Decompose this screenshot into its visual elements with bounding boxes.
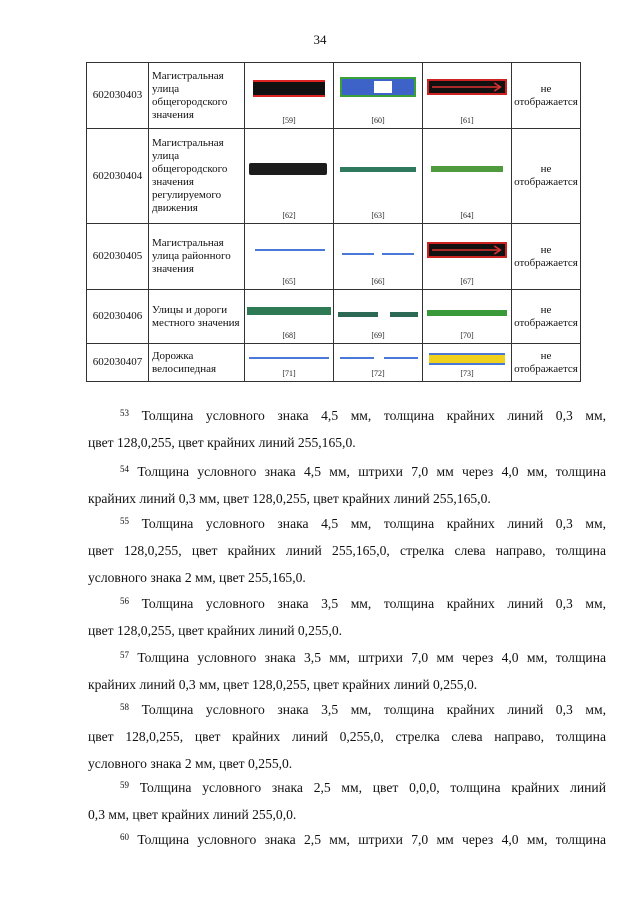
dark-green-line-symbol <box>247 307 331 315</box>
footnote <box>88 510 606 591</box>
green-line-symbol <box>340 167 416 172</box>
footnote <box>88 458 606 512</box>
green-yellow-line-symbol <box>431 166 503 172</box>
dashed-blue-line-symbol <box>340 357 374 359</box>
row-display-note: не отображается <box>512 344 581 382</box>
footnote-text: условного знака 2 мм, цвет 0,255,0. <box>88 756 293 771</box>
page-number: 34 <box>313 32 327 47</box>
dashed-blue-line-symbol <box>384 357 418 359</box>
row-name: Магистральная улица общегородского значения <box>149 63 245 129</box>
arrow-line-symbol <box>427 242 507 258</box>
reference-label: [65] <box>282 277 296 286</box>
footnote <box>88 696 606 777</box>
symbol-cell <box>245 290 334 344</box>
footnote-text: цвет 128,0,255, цвет крайних линий 0,255,0, стрелка слева направо, толщина <box>88 729 606 744</box>
footnote-text: Толщина условного знака 2,5 мм, штрихи 7,0 мм через 4,0 мм, толщина <box>137 832 606 847</box>
reference-label: [64] <box>460 211 474 220</box>
footnote-number: 54 <box>120 464 129 474</box>
right-arrow-icon <box>429 81 505 93</box>
reference-label: [70] <box>460 331 474 340</box>
footnote <box>88 644 606 698</box>
footnote-number: 60 <box>120 832 129 842</box>
table-row <box>87 129 581 224</box>
green-line-symbol <box>427 310 507 316</box>
footnote-text: Толщина условного знака 4,5 мм, штрихи 7,0 мм через 4,0 мм, толщина <box>137 464 606 479</box>
reference-label: [62] <box>282 211 296 220</box>
row-display-note: не отображается <box>512 63 581 129</box>
footnote-text: условного знака 2 мм, цвет 255,165,0. <box>88 570 306 585</box>
footnote <box>88 826 606 853</box>
table-row <box>87 344 581 382</box>
symbol-cell <box>245 63 334 129</box>
footnote <box>88 590 606 644</box>
row-code: 602030406 <box>87 290 149 344</box>
table-row <box>87 290 581 344</box>
symbols-table <box>86 62 581 382</box>
table-row <box>87 63 581 129</box>
reference-label: [68] <box>282 331 296 340</box>
reference-label: [73] <box>460 369 474 378</box>
footnote <box>88 402 606 456</box>
black-line-symbol <box>249 163 327 175</box>
symbol-cell <box>423 63 512 129</box>
footnote-text: Толщина условного знака 3,5 мм, штрихи 7,0 мм через 4,0 мм, толщина <box>137 650 606 665</box>
symbol-cell <box>245 344 334 382</box>
row-code: 602030407 <box>87 344 149 382</box>
black-line-red-edge-symbol <box>253 80 325 97</box>
footnote-text: Толщина условного знака 4,5 мм, толщина крайних линий 0,3 мм, <box>141 408 606 423</box>
reference-label: [61] <box>460 116 474 125</box>
footnote-number: 59 <box>120 780 129 790</box>
thin-blue-line-symbol <box>255 249 325 251</box>
footnote-text: Толщина условного знака 4,5 мм, толщина крайних линий 0,3 мм, <box>141 516 606 531</box>
row-display-note: не отображается <box>512 224 581 290</box>
dashed-black-line-symbol <box>340 77 416 97</box>
reference-label: [71] <box>282 369 296 378</box>
dashed-green-line-symbol <box>390 312 418 317</box>
reference-label: [60] <box>371 116 385 125</box>
row-name: Улицы и дороги местного значения <box>149 290 245 344</box>
symbol-cell <box>334 63 423 129</box>
row-name: Магистральная улица районного значения <box>149 224 245 290</box>
reference-label: [69] <box>371 331 385 340</box>
symbol-cell <box>423 129 512 224</box>
dashed-blue-line-symbol <box>342 253 374 255</box>
dashed-green-line-symbol <box>338 312 378 317</box>
symbol-cell <box>334 344 423 382</box>
symbol-cell <box>423 290 512 344</box>
blue-yellow-line-symbol <box>429 353 505 365</box>
reference-label: [67] <box>460 277 474 286</box>
symbol-cell <box>245 224 334 290</box>
symbol-cell <box>423 224 512 290</box>
row-display-note: не отображается <box>512 290 581 344</box>
row-name: Дорожка велосипедная <box>149 344 245 382</box>
footnote-text: Толщина условного знака 3,5 мм, толщина крайних линий 0,3 мм, <box>141 596 606 611</box>
footnote-text: 0,3 мм, цвет крайних линий 255,0,0. <box>88 807 297 822</box>
footnote-text: крайних линий 0,3 мм, цвет 128,0,255, цвет крайних линий 0,255,0. <box>88 677 478 692</box>
thin-blue-line-symbol <box>249 357 329 359</box>
symbol-cell <box>334 129 423 224</box>
footnote-number: 56 <box>120 596 129 606</box>
row-display-note: не отображается <box>512 129 581 224</box>
reference-label: [72] <box>371 369 385 378</box>
footnote-text: цвет 128,0,255, цвет крайних линий 0,255,0. <box>88 623 343 638</box>
row-code: 602030405 <box>87 224 149 290</box>
symbol-cell <box>334 290 423 344</box>
footnote-text: крайних линий 0,3 мм, цвет 128,0,255, цвет крайних линий 255,165,0. <box>88 491 491 506</box>
footnote-text: Толщина условного знака 3,5 мм, толщина крайних линий 0,3 мм, <box>141 702 606 717</box>
footnote-text: цвет 128,0,255, цвет крайних линий 255,165,0. <box>88 435 356 450</box>
symbol-cell <box>334 224 423 290</box>
footnote-number: 57 <box>120 650 129 660</box>
table-row <box>87 224 581 290</box>
footnote-number: 58 <box>120 702 129 712</box>
footnote-number: 53 <box>120 408 129 418</box>
footnote-text: Толщина условного знака 2,5 мм, цвет 0,0,0, толщина крайних линий <box>139 780 606 795</box>
row-code: 602030404 <box>87 129 149 224</box>
symbol-cell <box>423 344 512 382</box>
symbol-cell <box>245 129 334 224</box>
reference-label: [66] <box>371 277 385 286</box>
right-arrow-icon <box>429 244 505 256</box>
row-code: 602030403 <box>87 63 149 129</box>
footnote-text: цвет 128,0,255, цвет крайних линий 255,165,0, стрелка слева направо, толщина <box>88 543 606 558</box>
footnote-number: 55 <box>120 516 129 526</box>
reference-label: [63] <box>371 211 385 220</box>
arrow-line-symbol <box>427 79 507 95</box>
row-name: Магистральная улица общегородского значения регулируемого движения <box>149 129 245 224</box>
dashed-blue-line-symbol <box>382 253 414 255</box>
footnote <box>88 774 606 828</box>
reference-label: [59] <box>282 116 296 125</box>
